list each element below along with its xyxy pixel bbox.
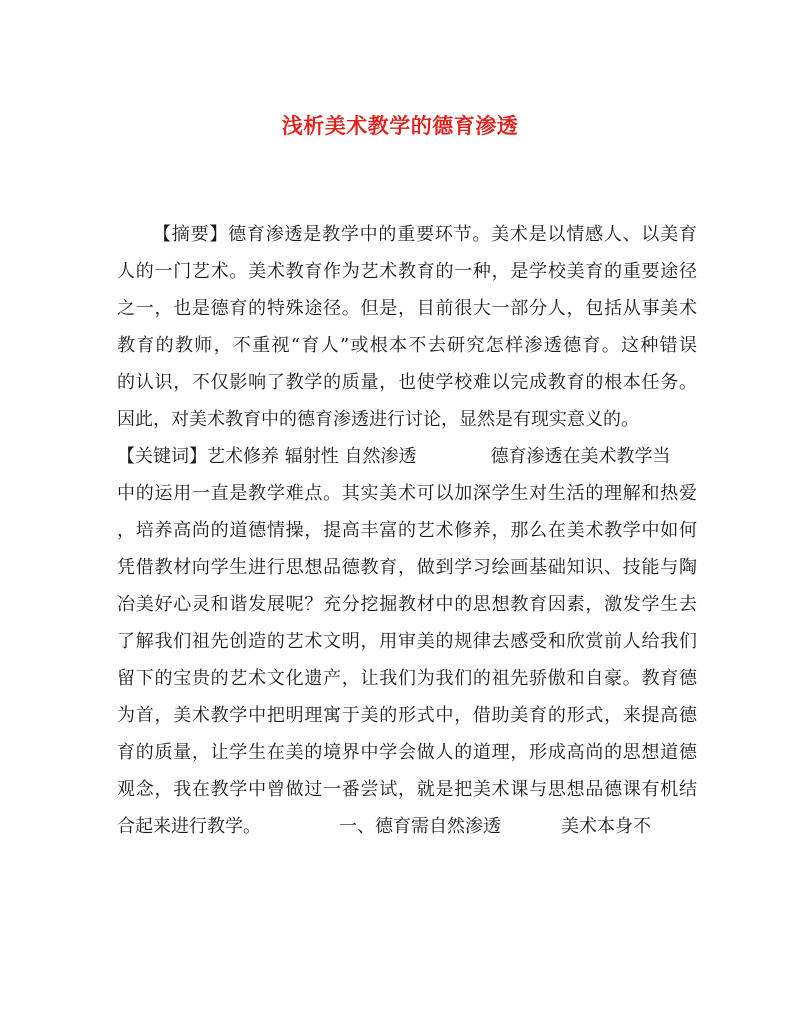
body-line-4: 冶美好心灵和谐发展呢？充分挖掘教材中的思想教育因素，激发学生去 xyxy=(117,594,697,615)
body-line-2: ，培养高尚的道德情操，提高丰富的艺术修养，那么在美术教学中如何 xyxy=(117,520,697,541)
abstract-line-6: 因此，对美术教育中的德育渗透进行讨论，显然是有现实意义的。 xyxy=(117,409,639,430)
body-last-line-part1: 合起来进行教学。 xyxy=(117,816,261,837)
section-heading-1: 一、德育需自然渗透 xyxy=(339,816,501,837)
abstract-line-1: 【摘要】德育渗透是教学中的重要环节。美术是以情感人、以美育 xyxy=(153,224,697,245)
body-line-8: 育的质量，让学生在美的境界中学会做人的道理，形成高尚的思想道德 xyxy=(117,742,697,763)
abstract-line-2: 人的一门艺术。美术教育作为艺术教育的一种，是学校美育的重要途径 xyxy=(117,261,697,282)
keywords-continuation: 德育渗透在美术教学当 xyxy=(490,446,671,467)
keywords-label: 【关键词】艺术修养 辐射性 自然渗透 xyxy=(117,446,417,467)
abstract-line-5: 的认识，不仅影响了教学的质量，也使学校难以完成教育的根本任务。 xyxy=(117,372,697,393)
body-last-line-part3: 美术本身不 xyxy=(561,816,651,837)
document-title: 浅析美术教学的德育渗透 xyxy=(281,113,519,138)
body-line-3: 凭借教材向学生进行思想品德教育，做到学习绘画基础知识、技能与陶 xyxy=(117,557,697,578)
keywords-line xyxy=(117,444,697,470)
body-line-9: 观念，我在教学中曾做过一番尝试，就是把美术课与思想品德课有机结 xyxy=(117,779,697,800)
body-line-1: 中的运用一直是教学难点。其实美术可以加深学生对生活的理解和热爱 xyxy=(117,483,697,504)
body-last-line xyxy=(117,814,697,840)
body-line-6: 留下的宝贵的艺术文化遗产，让我们为我们的祖先骄傲和自豪。教育德 xyxy=(117,668,697,689)
abstract-line-3: 之一，也是德育的特殊途径。但是，目前很大一部分人，包括从事美术 xyxy=(117,298,697,319)
abstract-line-4: 教育的教师，不重视“育人”或根本不去研究怎样渗透德育。这种错误 xyxy=(117,335,697,356)
body-line-7: 为首，美术教学中把明理寓于美的形式中，借助美育的形式，来提高德 xyxy=(117,705,697,726)
body-line-5: 了解我们祖先创造的艺术文明，用审美的规律去感受和欣赏前人给我们 xyxy=(117,631,697,652)
